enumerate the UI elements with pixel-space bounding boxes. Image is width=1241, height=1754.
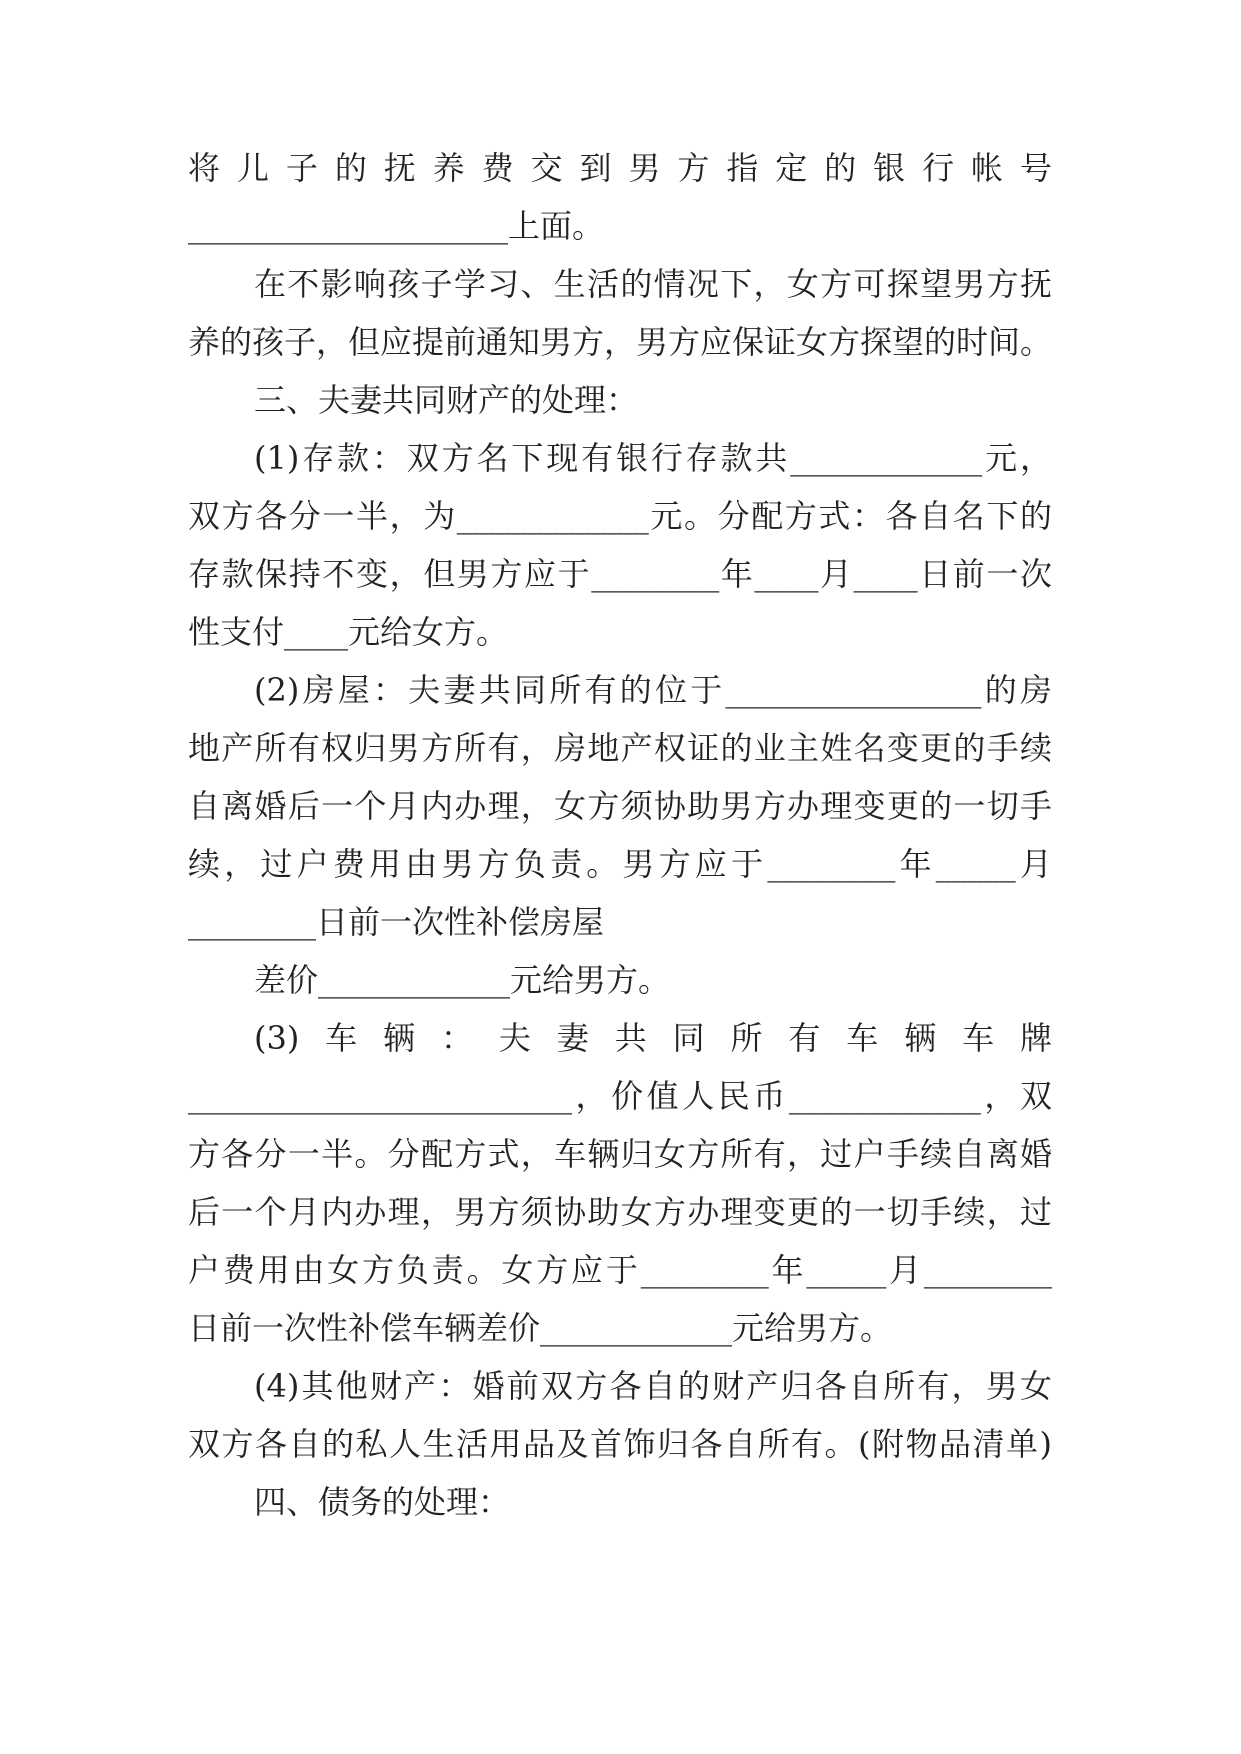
text-line-23: 双方各自的私人生活用品及首饰归各自所有。(附物品清单) — [188, 1425, 1052, 1463]
text-line-9: 性支付____元给女方。 — [188, 613, 509, 651]
text-line-1: 将儿子的抚养费交到男方指定的银行帐号 — [188, 149, 1052, 187]
section-heading-property: 三、夫妻共同财产的处理： — [254, 381, 639, 419]
text-line-6: (1)存款：双方名下现有银行存款共____________元， — [254, 439, 1052, 477]
text-line-18: 方各分一半。分配方式，车辆归女方所有，过户手续自离婚 — [188, 1135, 1052, 1173]
text-line-12: 自离婚后一个月内办理，女方须协助男方办理变更的一切手 — [188, 787, 1052, 825]
text-line-16: (3)车辆：夫妻共同所有车辆车牌 — [254, 1019, 1052, 1057]
text-line-10: (2)房屋：夫妻共同所有的位于________________的房 — [254, 671, 1052, 709]
text-line-2: ____________________上面。 — [188, 207, 605, 245]
text-line-13: 续，过户费用由男方负责。男方应于________年_____月 — [188, 845, 1052, 883]
text-line-4: 养的孩子，但应提前通知男方，男方应保证女方探望的时间。 — [188, 323, 1053, 361]
text-line-19: 后一个月内办理，男方须协助女方办理变更的一切手续，过 — [188, 1193, 1052, 1231]
text-line-22: (4)其他财产：婚前双方各自的财产归各自所有，男女 — [254, 1367, 1052, 1405]
section-heading-debts: 四、债务的处理： — [254, 1483, 511, 1521]
text-line-3: 在不影响孩子学习、生活的情况下，女方可探望男方抚 — [254, 265, 1052, 303]
text-line-21: 日前一次性补偿车辆差价____________元给男方。 — [188, 1309, 893, 1347]
text-line-14: ________日前一次性补偿房屋 — [188, 903, 605, 941]
text-line-11: 地产所有权归男方所有，房地产权证的业主姓名变更的手续 — [188, 729, 1052, 767]
text-line-15: 差价____________元给男方。 — [254, 961, 671, 999]
text-line-8: 存款保持不变，但男方应于________年____月____日前一次 — [188, 555, 1052, 593]
text-line-7: 双方各分一半，为____________元。分配方式：各自名下的 — [188, 497, 1052, 535]
text-line-17: ________________________，价值人民币____________，双 — [188, 1077, 1052, 1115]
text-line-20: 户费用由女方负责。女方应于________年_____月________ — [188, 1251, 1052, 1289]
